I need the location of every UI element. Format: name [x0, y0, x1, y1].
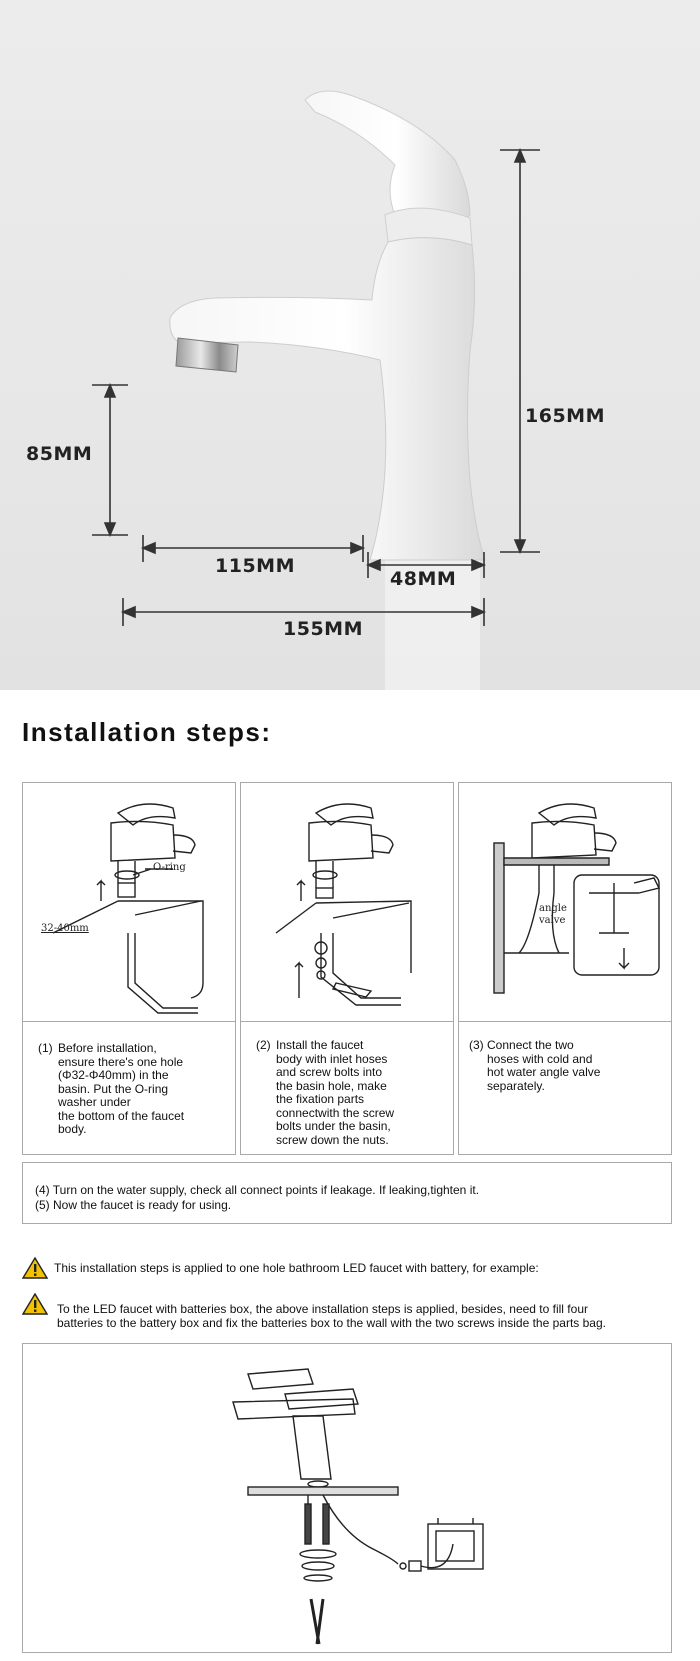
dimension-spout-reach: 115MM — [215, 555, 295, 577]
dimension-base-width: 48MM — [390, 568, 457, 590]
step-2-caption — [256, 1039, 446, 1147]
note-5: (5) Now the faucet is ready for using. — [35, 1198, 232, 1212]
step-2-illustration — [240, 782, 454, 1022]
step-1-text: Before installation, ensure there's one hole (Φ32-Φ40mm) in the basin. Put the O-ring washer under the bottom of the faucet body. — [58, 1041, 185, 1136]
step-3-caption — [469, 1039, 664, 1093]
step-2-text: Install the faucet body with inlet hoses and screw bolts into the basin hole, make the fixation parts connectwith the screw bolts under the basin, screw down the nuts. — [276, 1038, 395, 1147]
oring-label: O-ring — [153, 862, 186, 873]
step-1-illustration — [22, 782, 236, 1022]
step-2-number: (2) — [256, 1038, 271, 1052]
valve-label: valve — [539, 915, 566, 926]
step-3-number: (3) — [469, 1038, 484, 1052]
product-dimension-photo — [0, 0, 700, 690]
section-title: Installation steps: — [22, 717, 272, 747]
warning-2 — [22, 1293, 682, 1329]
final-notes-box — [22, 1162, 672, 1224]
angle-label: angle — [539, 903, 567, 914]
warning-2-text: To the LED faucet with batteries box, the above installation steps is applied, besides, need to fill four batteries to the battery box and fix the batteries box to the wall with the two screws inside the parts bag. — [57, 1302, 606, 1330]
step-3-illustration — [458, 782, 672, 1022]
led-faucet-diagram — [22, 1343, 672, 1653]
warning-1-text: This installation steps is applied to one hole bathroom LED faucet with battery, for example: — [54, 1261, 539, 1275]
warning-triangle-icon — [22, 1257, 48, 1279]
warning-triangle-icon — [22, 1293, 48, 1315]
step-2-caption-box — [240, 1021, 454, 1155]
step-1-caption — [38, 1042, 228, 1137]
dimension-total-length: 155MM — [283, 618, 363, 640]
step-1-caption-box — [22, 1021, 236, 1155]
hole-size-label: 32-40mm — [41, 923, 89, 934]
faucet-illustration — [0, 0, 700, 690]
step-1-number: (1) — [38, 1041, 53, 1055]
dimension-height-total: 165MM — [525, 405, 605, 427]
step-3-text: Connect the two hoses with cold and hot water angle valve separately. — [487, 1038, 601, 1093]
step-3-caption-box — [458, 1021, 672, 1155]
note-4: (4) Turn on the water supply, check all connect points if leakage. If leaking,tighten it. — [35, 1183, 480, 1197]
warning-1 — [22, 1257, 682, 1279]
dimension-spout-height: 85MM — [26, 443, 93, 465]
